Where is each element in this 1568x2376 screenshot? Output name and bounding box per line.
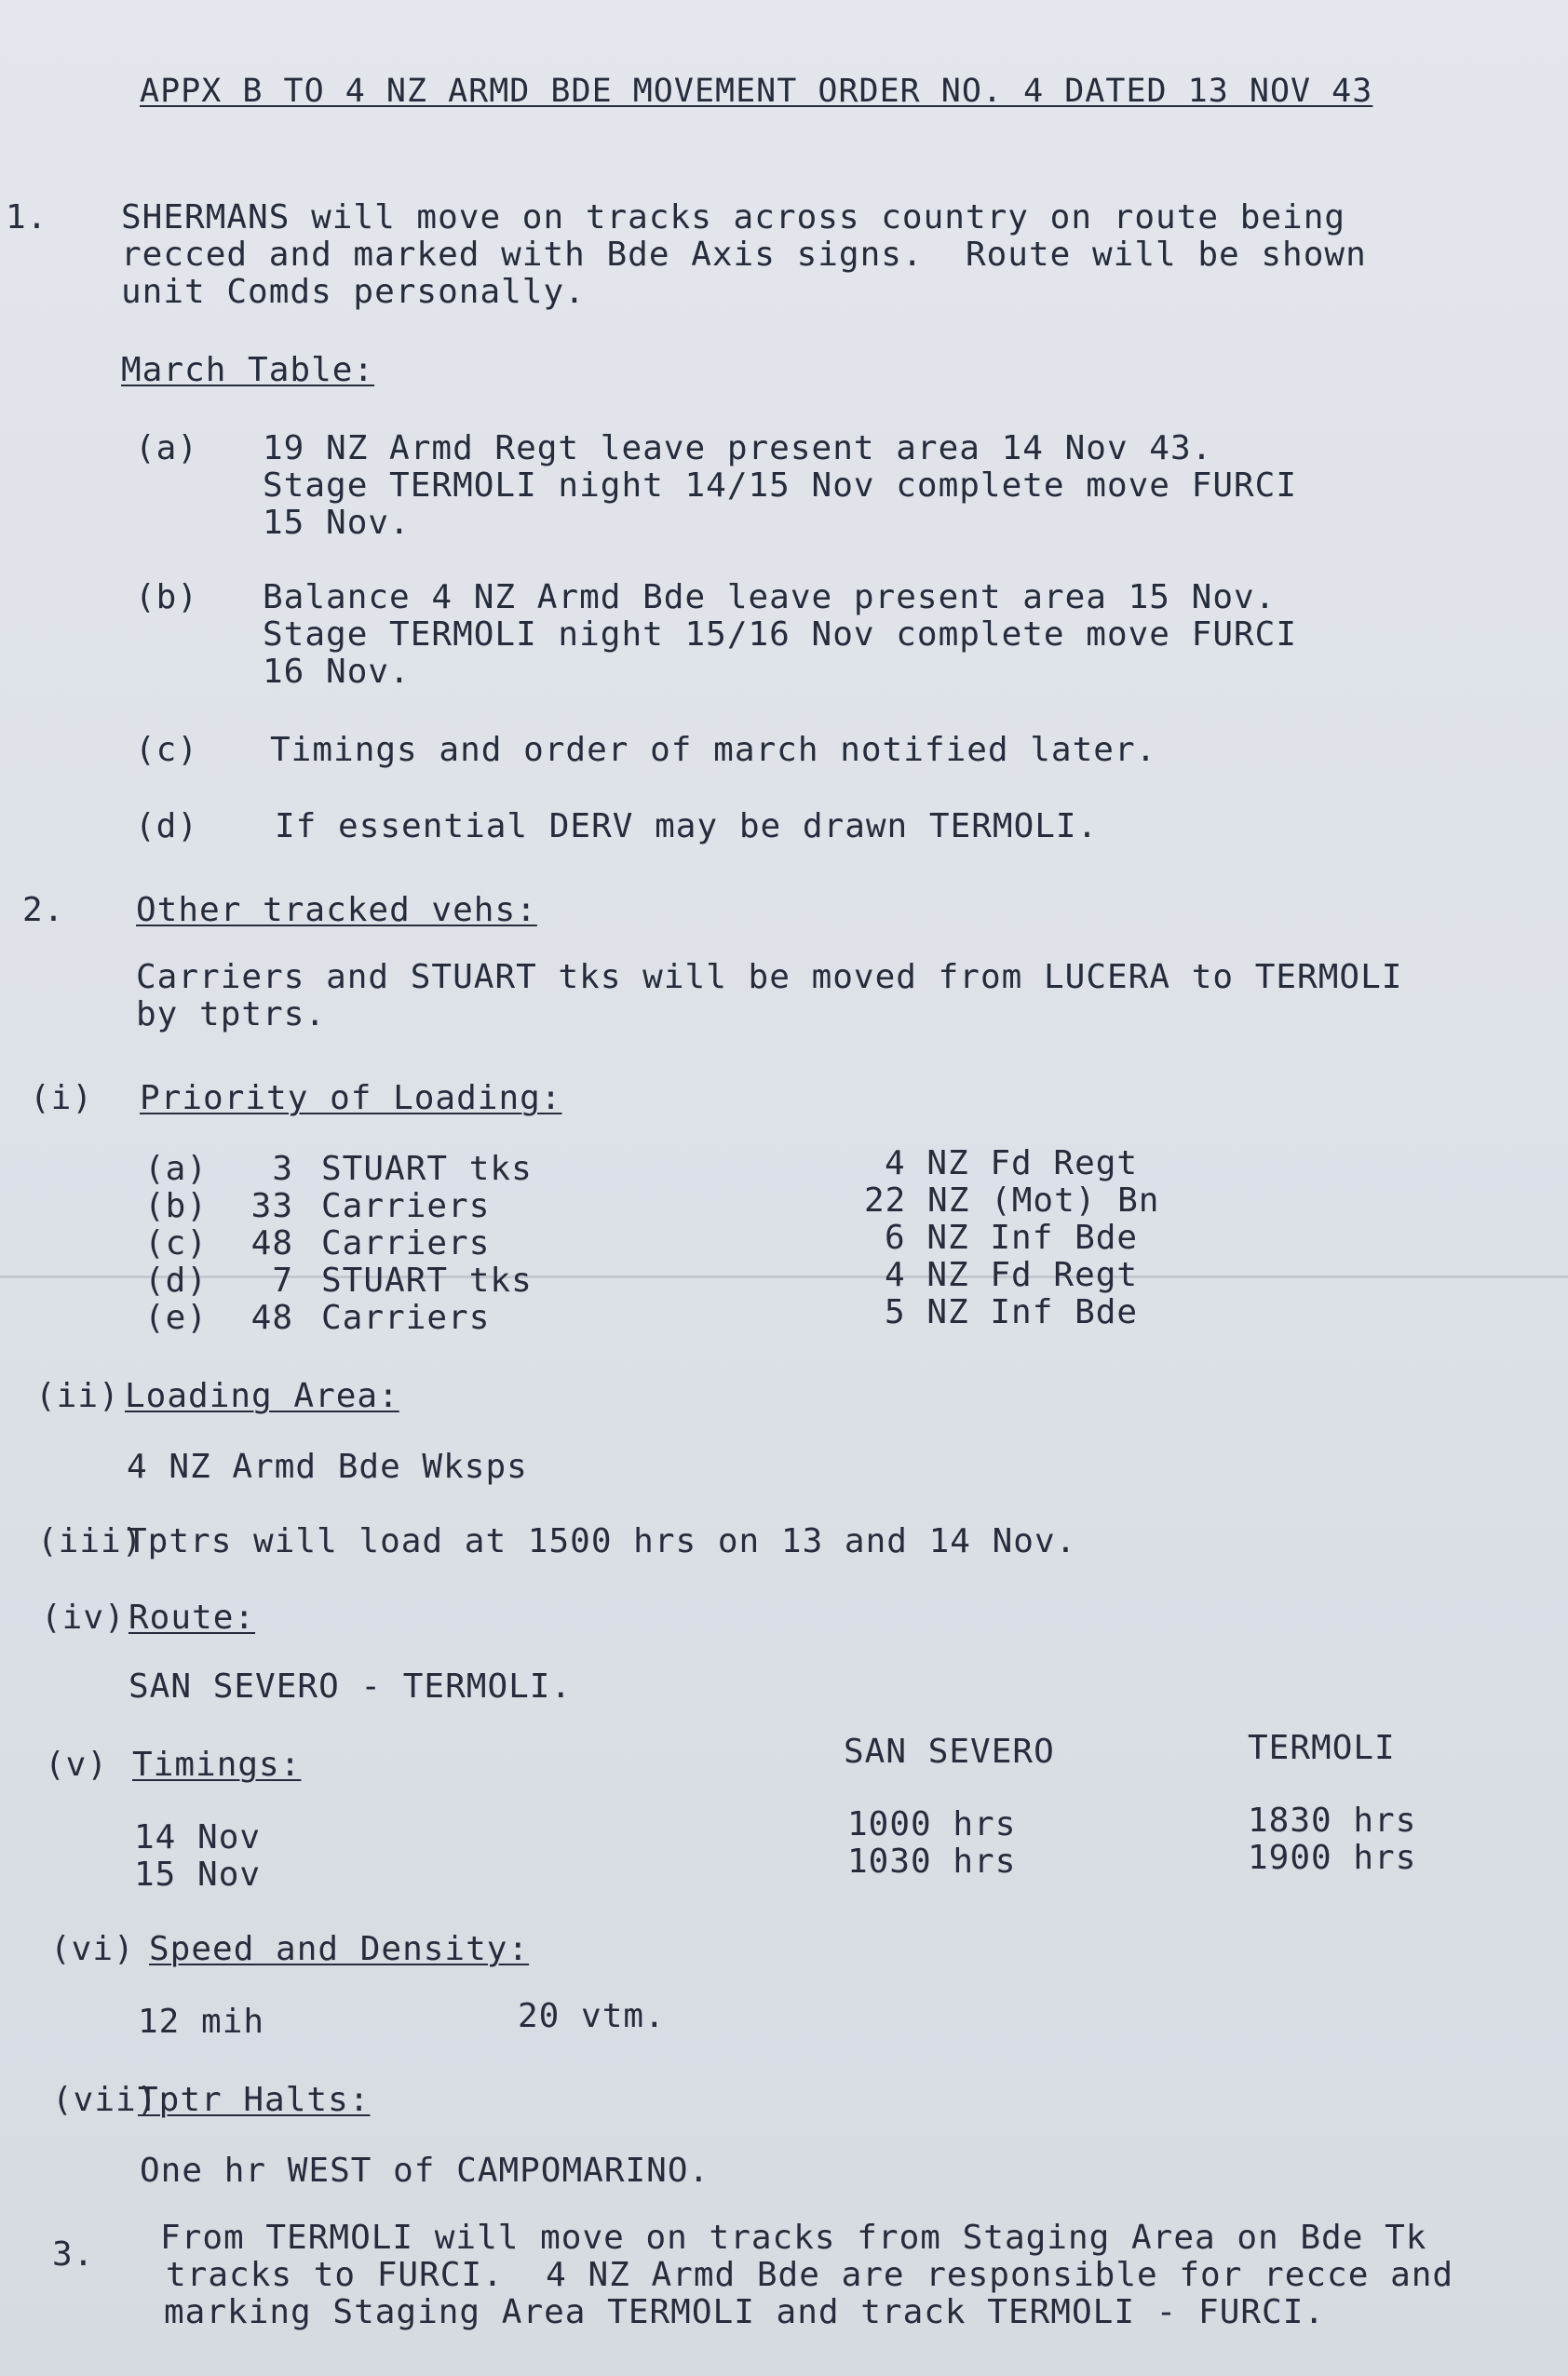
timings-row-1-termoli: 1830 hrs (1248, 1802, 1417, 1840)
halts-heading: Tptr Halts: (138, 2081, 371, 2119)
timings-row-2-date: 15 Nov (134, 1856, 262, 1894)
priority-row-d-item: STUART tks (321, 1262, 533, 1300)
item-b-line-3: 16 Nov. (263, 653, 411, 691)
timings-row-1-date: 14 Nov (134, 1818, 262, 1856)
section-3-line-3: marking Staging Area TERMOLI and track TERMOLI - FURCI. (164, 2293, 1326, 2331)
priority-row-d-qty: 7 (272, 1262, 293, 1300)
item-b-label: (b) (135, 578, 199, 616)
section-2-line-2: by tptrs. (136, 995, 327, 1033)
loading-area-label: (ii) (35, 1377, 120, 1415)
item-b-line-2: Stage TERMOLI night 15/16 Nov complete move FURCI (263, 615, 1298, 654)
speed-value: 12 mih (138, 2003, 265, 2041)
priority-row-a-label: (a) (144, 1150, 209, 1188)
section-1-line-3: unit Comds personally. (121, 273, 586, 311)
halts-text: One hr WEST of CAMPOMARINO. (140, 2152, 710, 2190)
timings-col-san-severo: SAN SEVERO (844, 1733, 1055, 1771)
priority-row-c-unit: 6 NZ Inf Bde (885, 1219, 1139, 1257)
section-2-heading: Other tracked vehs: (136, 891, 537, 929)
loading-area-text: 4 NZ Armd Bde Wksps (127, 1448, 528, 1486)
priority-row-b-qty: 33 (250, 1187, 293, 1225)
timings-row-2-termoli: 1900 hrs (1248, 1839, 1417, 1877)
halts-label: (vii) (52, 2081, 158, 2119)
priority-row-a-qty: 3 (272, 1150, 293, 1188)
priority-row-c-label: (c) (144, 1224, 209, 1262)
priority-row-c-qty: 48 (250, 1224, 293, 1262)
priority-row-c-item: Carriers (321, 1224, 491, 1262)
section-2-number: 2. (22, 891, 65, 929)
item-a-line-2: Stage TERMOLI night 14/15 Nov complete move FURCI (263, 466, 1298, 505)
speed-label: (vi) (50, 1930, 135, 1968)
timings-label: (v) (45, 1746, 109, 1784)
march-table-heading: March Table: (121, 351, 375, 389)
priority-row-d-label: (d) (144, 1262, 209, 1300)
item-a-line-3: 15 Nov. (263, 504, 411, 542)
timings-heading: Timings: (132, 1746, 302, 1784)
loading-area-heading: Loading Area: (125, 1377, 399, 1415)
priority-row-a-item: STUART tks (321, 1150, 533, 1188)
document-header: APPX B TO 4 NZ ARMD BDE MOVEMENT ORDER NO. 4 DATED 13 NOV 43 (140, 73, 1373, 110)
paper-fold (0, 1276, 1568, 1278)
priority-row-a-unit: 4 NZ Fd Regt (885, 1144, 1139, 1182)
section-1-line-2: recced and marked with Bde Axis signs. Route will be shown (121, 236, 1367, 274)
item-c-line-1: Timings and order of march notified later. (270, 731, 1157, 769)
item-d-label: (d) (135, 807, 199, 845)
item-c-label: (c) (135, 731, 199, 769)
speed-heading: Speed and Density: (149, 1930, 530, 1968)
timings-row-1-san-severo: 1000 hrs (847, 1805, 1017, 1843)
priority-row-e-qty: 48 (250, 1299, 293, 1337)
item-d-line-1: If essential DERV may be drawn TERMOLI. (275, 807, 1099, 845)
priority-row-e-item: Carriers (321, 1299, 491, 1337)
load-time-label: (iii) (37, 1522, 143, 1560)
timings-row-2-san-severo: 1030 hrs (847, 1843, 1017, 1881)
priority-label: (i) (30, 1079, 94, 1117)
route-text: SAN SEVERO - TERMOLI. (128, 1667, 573, 1706)
item-a-line-1: 19 NZ Armd Regt leave present area 14 Nov 43. (263, 429, 1213, 467)
priority-row-e-unit: 5 NZ Inf Bde (885, 1293, 1139, 1331)
item-b-line-1: Balance 4 NZ Armd Bde leave present area 15 Nov. (263, 578, 1277, 616)
priority-row-e-label: (e) (144, 1299, 209, 1337)
timings-col-termoli: TERMOLI (1248, 1729, 1396, 1767)
section-1-number: 1. (6, 198, 48, 236)
section-2-line-1: Carriers and STUART tks will be moved from LUCERA to TERMOLI (136, 958, 1403, 996)
priority-row-b-label: (b) (144, 1187, 209, 1225)
load-time-text: Tptrs will load at 1500 hrs on 13 and 14 Nov. (127, 1522, 1077, 1560)
priority-heading: Priority of Loading: (140, 1079, 562, 1117)
priority-row-b-item: Carriers (321, 1187, 491, 1225)
section-3-line-1: From TERMOLI will move on tracks from Staging Area on Bde Tk (160, 2219, 1427, 2257)
item-a-label: (a) (135, 429, 199, 467)
section-3-line-2: tracks to FURCI. 4 NZ Armd Bde are responsible for recce and (166, 2256, 1454, 2294)
section-3-number: 3. (52, 2235, 95, 2274)
route-heading: Route: (128, 1599, 256, 1637)
route-label: (iv) (41, 1599, 126, 1637)
priority-row-b-unit: 22 NZ (Mot) Bn (864, 1181, 1160, 1220)
density-value: 20 vtm. (518, 1997, 666, 2035)
priority-row-d-unit: 4 NZ Fd Regt (885, 1256, 1139, 1294)
section-1-line-1: SHERMANS will move on tracks across country on route being (121, 198, 1346, 236)
